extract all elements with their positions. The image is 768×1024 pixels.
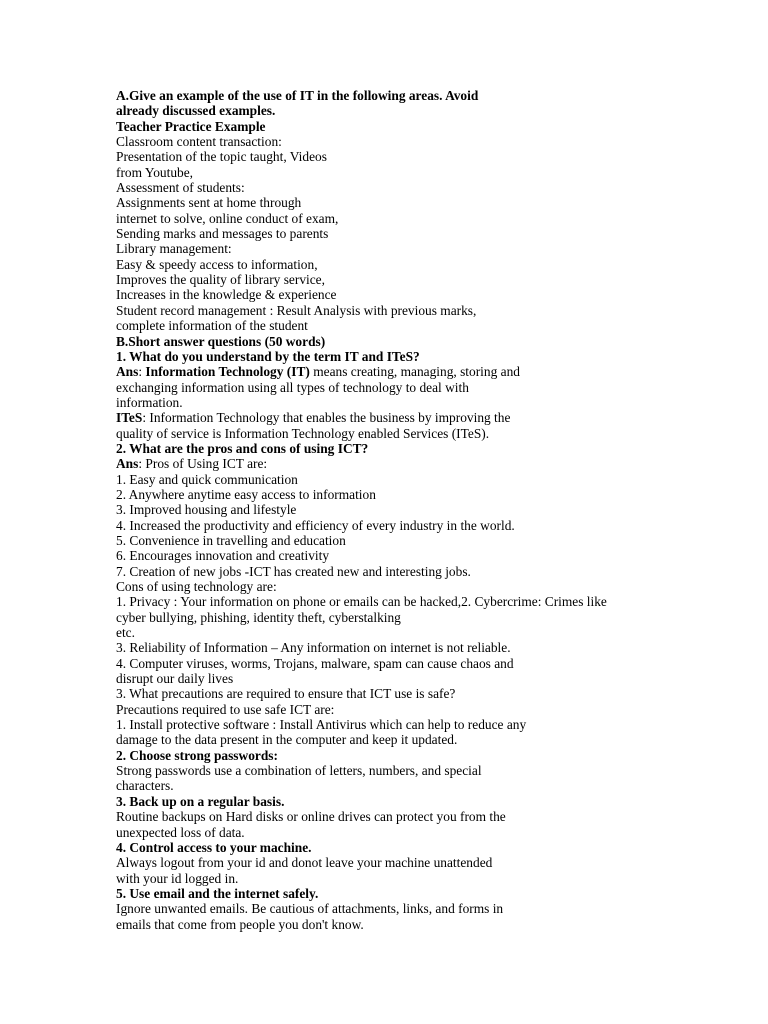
line-text: characters. (116, 778, 174, 794)
document-line (116, 272, 736, 287)
document-line (116, 303, 736, 318)
document-line (116, 763, 736, 778)
line-text: Cons of using technology are: (116, 579, 277, 594)
bold-text: 4. Control access to your machine. (116, 839, 312, 855)
document-line (116, 732, 736, 747)
document-line (116, 548, 736, 563)
bold-text: Ans (116, 364, 139, 380)
document-line (116, 241, 736, 256)
bold-text: already discussed examples. (116, 103, 276, 119)
line-text: 5. Convenience in travelling and education (116, 532, 346, 548)
line-text: etc. (116, 625, 135, 641)
line-text: unexpected loss of data. (116, 824, 245, 840)
document-line (116, 840, 736, 855)
document-line (116, 103, 736, 118)
document-line (116, 686, 736, 701)
line-text: Routine backups on Hard disks or online drives can protect you from the (116, 809, 506, 825)
line-text: Student record management : Result Analysis with previous marks, (116, 302, 477, 318)
document-line (116, 564, 736, 579)
document-line (116, 472, 736, 487)
document-line (116, 318, 736, 333)
document-line (116, 349, 736, 364)
line-text: Improves the quality of library service, (116, 272, 325, 288)
line-text: internet to solve, online conduct of exam, (116, 210, 339, 226)
line-text: : Pros of Using ICT are: (138, 456, 268, 472)
document-line (116, 594, 736, 609)
line-text: from Youtube, (116, 164, 194, 180)
document-line (116, 364, 736, 379)
bold-text: Information Technology (IT) (145, 364, 310, 380)
document-page (116, 88, 736, 932)
document-line (116, 195, 736, 210)
line-text: Increases in the knowledge & experience (116, 287, 337, 303)
bold-text: 2. What are the pros and cons of using ICT? (116, 440, 369, 456)
bold-text: ITeS (116, 410, 143, 426)
document-line (116, 917, 736, 932)
document-line (116, 533, 736, 548)
line-text: : Information Technology that enables the business by improving the (142, 410, 511, 426)
bold-text: 2. Choose strong passwords: (116, 747, 278, 763)
document-line (116, 502, 736, 517)
document-line (116, 702, 736, 717)
document-line (116, 180, 736, 195)
document-line (116, 456, 736, 471)
line-text: cyber bullying, phishing, identity theft, cyberstalking (116, 609, 401, 625)
document-line (116, 901, 736, 916)
line-text: Precautions required to use safe ICT are: (116, 701, 335, 717)
document-line (116, 794, 736, 809)
line-text: emails that come from people you don't know. (116, 916, 364, 932)
line-text: 3. What precautions are required to ensure that ICT use is safe? (116, 686, 456, 702)
document-line (116, 886, 736, 901)
document-line (116, 211, 736, 226)
line-text: 1. Privacy : Your information on phone or emails can be hacked,2. Cybercrime: Crimes like (116, 594, 607, 610)
document-line (116, 778, 736, 793)
document-line (116, 410, 736, 425)
line-text: Ignore unwanted emails. Be cautious of attachments, links, and forms in (116, 901, 504, 917)
document-line (116, 395, 736, 410)
line-text: Presentation of the topic taught, Videos (116, 149, 327, 165)
document-line (116, 871, 736, 886)
document-line (116, 441, 736, 456)
line-text: : (138, 364, 146, 380)
document-line (116, 855, 736, 870)
document-line (116, 334, 736, 349)
line-text: Always logout from your id and donot leave your machine unattended (116, 855, 493, 871)
bold-text: 1. What do you understand by the term IT and ITeS? (116, 348, 420, 364)
document-line (116, 487, 736, 502)
document-line (116, 119, 736, 134)
line-text: 4. Computer viruses, worms, Trojans, malware, spam can cause chaos and (116, 655, 514, 671)
bold-text: 3. Back up on a regular basis. (116, 793, 285, 809)
line-text: 3. Improved housing and lifestyle (116, 502, 297, 518)
document-line (116, 426, 736, 441)
document-line (116, 518, 736, 533)
document-line (116, 640, 736, 655)
document-line (116, 610, 736, 625)
line-text: Sending marks and messages to parents (116, 226, 329, 242)
line-text: Assessment of students: (116, 180, 245, 196)
line-text: 1. Easy and quick communication (116, 471, 298, 487)
document-line (116, 579, 736, 594)
document-line (116, 380, 736, 395)
document-line (116, 625, 736, 640)
line-text: exchanging information using all types of technology to deal with (116, 379, 469, 395)
line-text: 2. Anywhere anytime easy access to information (116, 486, 376, 502)
document-line (116, 226, 736, 241)
line-text: 6. Encourages innovation and creativity (116, 548, 330, 564)
document-line (116, 287, 736, 302)
line-text: information. (116, 394, 183, 410)
bold-text: Ans (116, 456, 139, 472)
document-line (116, 825, 736, 840)
document-line (116, 134, 736, 149)
line-text: 3. Reliability of Information – Any information on internet is not reliable. (116, 640, 511, 656)
line-text: 1. Install protective software : Install Antivirus which can help to reduce any (116, 717, 527, 733)
document-line (116, 671, 736, 686)
line-text: 4. Increased the productivity and efficiency of every industry in the world. (116, 517, 515, 533)
line-text: damage to the data present in the computer and keep it updated. (116, 732, 458, 748)
bold-text: 5. Use email and the internet safely. (116, 885, 319, 901)
line-text: disrupt our daily lives (116, 671, 234, 687)
line-text: Strong passwords use a combination of letters, numbers, and special (116, 763, 482, 779)
document-line (116, 257, 736, 272)
document-line (116, 656, 736, 671)
line-text: 7. Creation of new jobs -ICT has created new and interesting jobs. (116, 563, 471, 579)
document-line (116, 165, 736, 180)
line-text: Classroom content transaction: (116, 134, 282, 150)
document-line (116, 88, 736, 103)
line-text: complete information of the student (116, 318, 308, 334)
bold-text: B.Short answer questions (50 words) (116, 333, 326, 349)
bold-text: A.Give an example of the use of IT in the following areas. Avoid (116, 88, 479, 103)
document-line (116, 748, 736, 763)
line-text: with your id logged in. (116, 870, 239, 886)
bold-text: Teacher Practice Example (116, 118, 266, 134)
line-text: means creating, managing, storing and (309, 364, 520, 380)
line-text: Assignments sent at home through (116, 195, 302, 211)
document-line (116, 809, 736, 824)
line-text: Library management: (116, 241, 232, 257)
line-text: Easy & speedy access to information, (116, 256, 318, 272)
document-line (116, 149, 736, 164)
line-text: quality of service is Information Technology enabled Services (ITeS). (116, 425, 490, 441)
document-line (116, 717, 736, 732)
